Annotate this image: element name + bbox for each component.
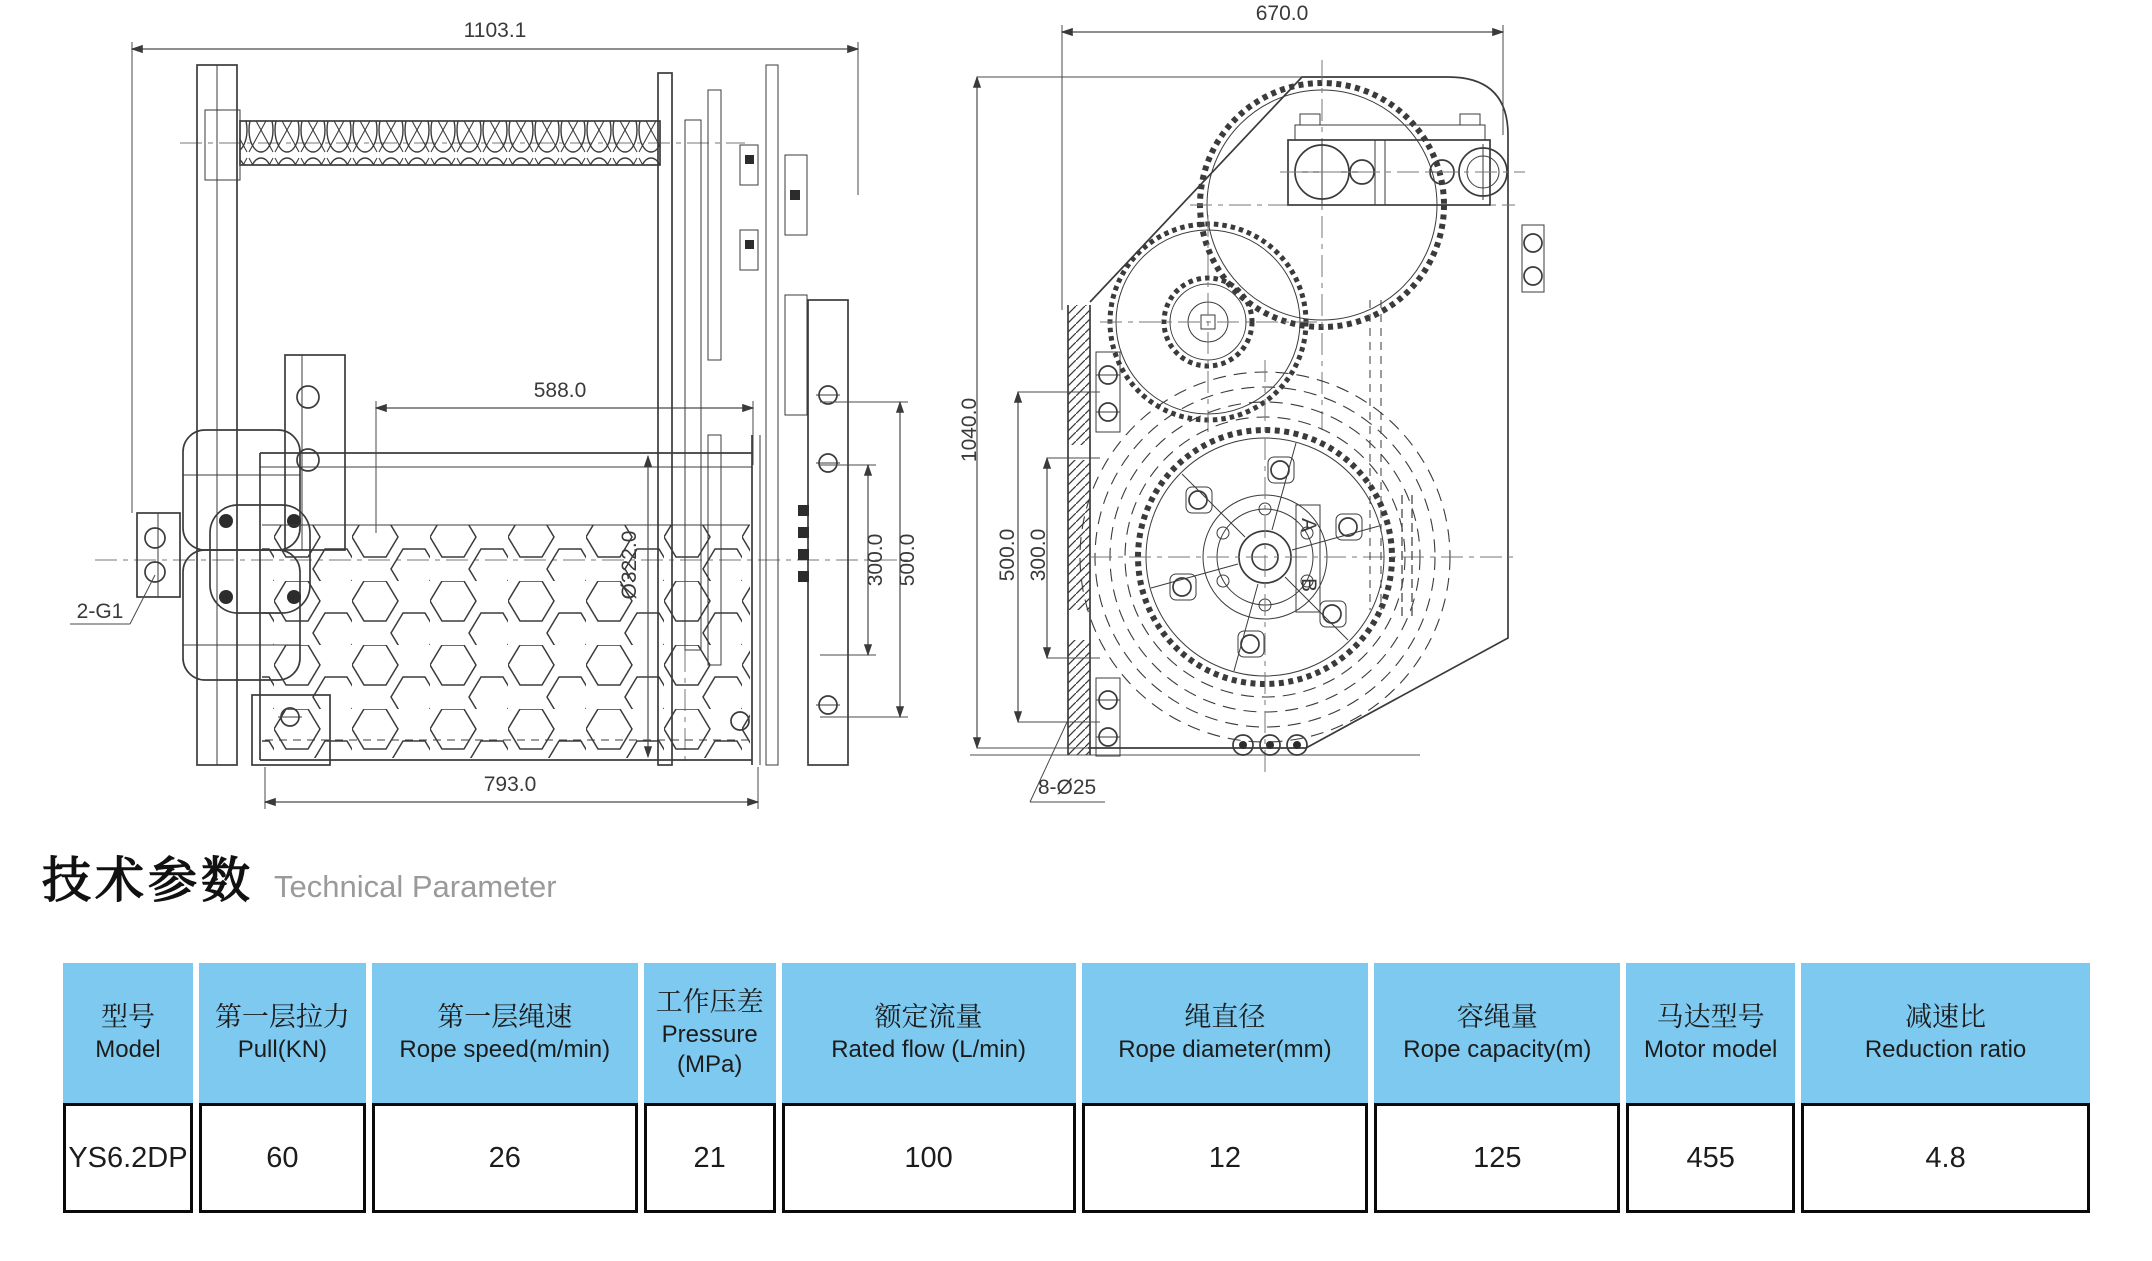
table-cell-rated-flow: 100 xyxy=(782,1103,1076,1213)
table-cell-motor-model: 455 xyxy=(1626,1103,1795,1213)
section-title-zh: 技术参数 xyxy=(42,854,255,908)
svg-text:500.0: 500.0 xyxy=(996,528,1019,582)
table-cell-rope-capacity: 125 xyxy=(1374,1103,1620,1213)
bottom-bolts xyxy=(1233,735,1307,755)
section-title-en: Technical Parameter xyxy=(274,869,557,904)
idler-gear xyxy=(1100,215,1322,432)
ports-label xyxy=(70,575,155,624)
svg-text:2-G1: 2-G1 xyxy=(76,600,124,623)
svg-text:588.0: 588.0 xyxy=(533,379,587,402)
table-cell-reduction-ratio: 4.8 xyxy=(1801,1103,2090,1213)
table-header-reduction-ratio: 减速比 Reduction ratio xyxy=(1801,963,2090,1103)
dim-drum-length xyxy=(376,379,753,533)
drum-end-view xyxy=(1080,300,1515,772)
technical-parameter-table xyxy=(63,963,2090,1213)
table-header-motor-model: 马达型号 Motor model xyxy=(1626,963,1795,1103)
table-cell-rope-speed: 26 xyxy=(372,1103,638,1213)
input-gear xyxy=(1190,60,1515,430)
winch-side-view-drawing xyxy=(40,5,920,845)
svg-text:300.0: 300.0 xyxy=(864,533,887,587)
svg-text:793.0: 793.0 xyxy=(483,773,537,796)
table-cell-model: YS6.2DP xyxy=(63,1103,193,1213)
table-cell-rope-diameter: 12 xyxy=(1082,1103,1369,1213)
svg-text:500.0: 500.0 xyxy=(896,533,919,587)
dim-overall-width xyxy=(132,19,858,513)
table-header-model: 型号 Model xyxy=(63,963,193,1103)
input-shaft-block xyxy=(1280,114,1544,292)
svg-text:8-Ø25: 8-Ø25 xyxy=(1037,776,1097,799)
level-wind-shaft xyxy=(205,110,660,180)
svg-text:Ø322.0: Ø322.0 xyxy=(618,530,641,600)
svg-text:300.0: 300.0 xyxy=(1027,528,1050,582)
section-title xyxy=(42,842,557,912)
table-header-rated-flow: 额定流量 Rated flow (L/min) xyxy=(782,963,1076,1103)
dim-base-width xyxy=(265,767,758,809)
svg-text:B: B xyxy=(1297,577,1320,593)
table-cell-pull: 60 xyxy=(199,1103,366,1213)
table-cell-pressure: 21 xyxy=(644,1103,776,1213)
table-header-rope-capacity: 容绳量 Rope capacity(m) xyxy=(1374,963,1620,1103)
table-header-rope-speed: 第一层绳速 Rope speed(m/min) xyxy=(372,963,638,1103)
table-header-pressure: 工作压差 Pressure (MPa) xyxy=(644,963,776,1103)
svg-text:1103.1: 1103.1 xyxy=(463,19,527,42)
svg-text:A: A xyxy=(1297,517,1320,533)
svg-text:1040.0: 1040.0 xyxy=(958,397,981,463)
table-header-pull: 第一层拉力 Pull(KN) xyxy=(199,963,366,1103)
winch-end-view-drawing xyxy=(950,0,1570,840)
table-header-rope-diameter: 绳直径 Rope diameter(mm) xyxy=(1082,963,1369,1103)
valve-block xyxy=(1296,505,1320,612)
svg-text:670.0: 670.0 xyxy=(1255,2,1309,25)
